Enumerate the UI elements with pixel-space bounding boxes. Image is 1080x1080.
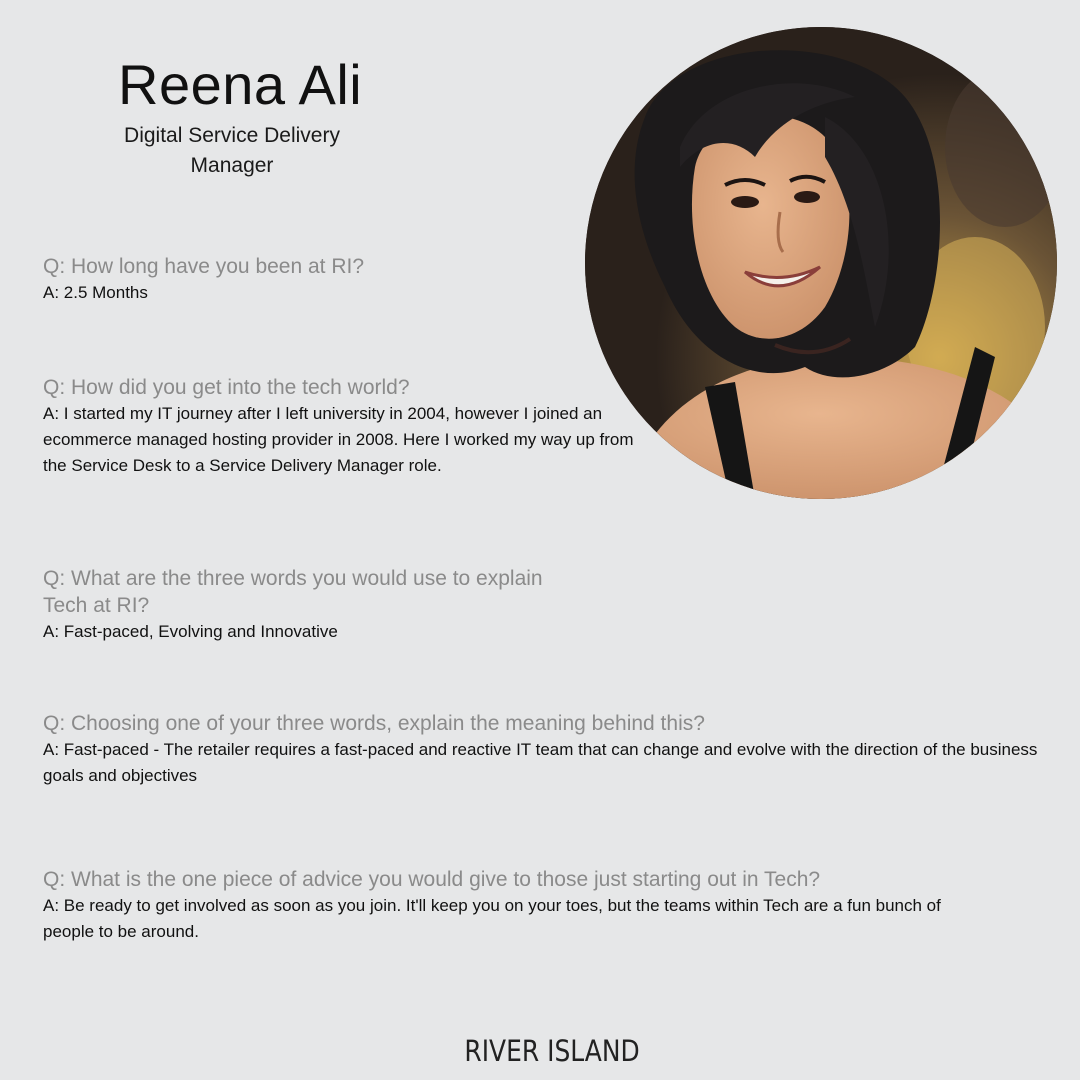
brand-logo: RIVER ISLAND: [464, 1034, 640, 1068]
qa-question: Q: How did you get into the tech world?: [43, 376, 410, 399]
qa-answer: A: Be ready to get involved as soon as you join. It'll keep you on your toes, but the teams within Tech are a fun bunch of people to be around.: [43, 896, 941, 941]
profile-role: Digital Service Delivery Manager: [124, 124, 340, 177]
qa-question: Q: What are the three words you would use to explain Tech at RI?: [43, 567, 543, 617]
qa-answer: A: I started my IT journey after I left university in 2004, however I joined an ecommerce managed hosting provider in 2008. Here I worked my way up from the Service Desk to a Service Delivery Manager role.: [43, 404, 634, 475]
qa-question: Q: How long have you been at RI?: [43, 255, 365, 278]
qa-question: Q: Choosing one of your three words, explain the meaning behind this?: [43, 712, 705, 735]
qa-answer: A: Fast-paced, Evolving and Innovative: [43, 622, 338, 641]
qa-item-4: [43, 710, 1043, 789]
profile-photo: [585, 27, 1057, 499]
qa-item-1: [43, 253, 603, 306]
qa-item-2: [43, 374, 643, 479]
qa-answer: A: Fast-paced - The retailer requires a fast-paced and reactive IT team that can change and evolve with the direction of the business goals and objectives: [43, 740, 1038, 785]
qa-question: Q: What is the one piece of advice you would give to those just starting out in Tech?: [43, 868, 821, 891]
qa-item-5: [43, 866, 973, 945]
qa-answer: A: 2.5 Months: [43, 283, 148, 302]
qa-item-3: [43, 565, 563, 645]
profile-name: Reena Ali: [118, 53, 363, 116]
